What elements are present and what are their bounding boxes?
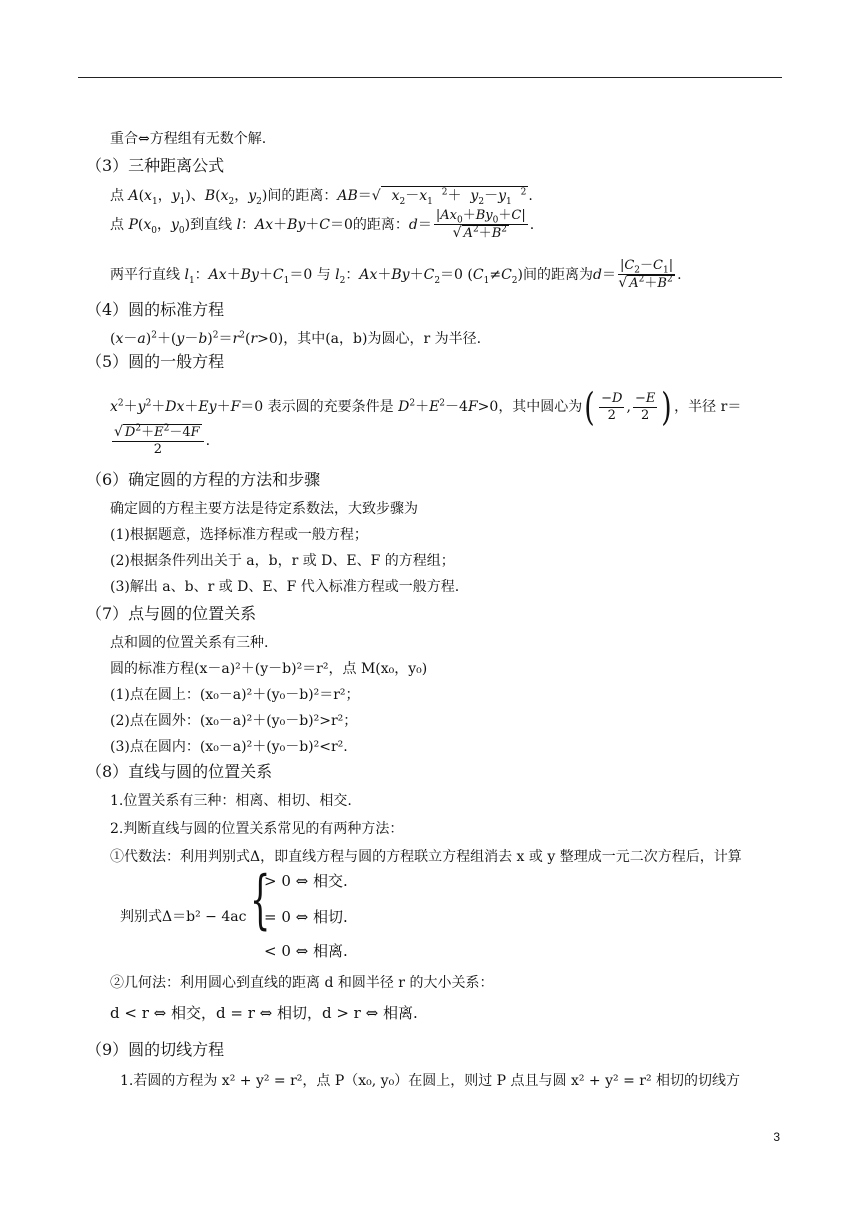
discriminant-label: 判别式Δ＝b² − 4ac (120, 909, 247, 925)
text: 表示圆的充要条件是 (267, 399, 394, 415)
s6-line: (3)解出 a、b、r 或 D、E、F 代入标准方程或一般方程. (110, 579, 460, 595)
std-equation: $(x-a)^2+(y-b)^2=r^2(r>0)$，其中(a，b)为圆心，r 为半径. (110, 330, 482, 347)
page-number: 3 (773, 1130, 780, 1144)
heading-6: （6）确定圆的方程的方法和步骤 (86, 470, 321, 489)
s8-line: ①代数法：利用判别式Δ，即直线方程与圆的方程联立方程组消去 x 或 y 整理成一元二次方程后，计算 (110, 849, 742, 865)
text: ，其中圆心为 (498, 399, 583, 415)
text: 点 (110, 217, 124, 233)
s8-relations: d < r ⇔ 相交，d = r ⇔ 相切，d > r ⇔ 相离. (110, 1004, 418, 1022)
text: 与 (316, 267, 331, 283)
disc-case: = 0 ⇔ 相切. (264, 908, 348, 926)
s7-line: 圆的标准方程(x－a)²＋(y－b)²＝r²，点 M(x₀，y₀) (110, 661, 428, 677)
s7-line: 点和圆的位置关系有三种. (110, 635, 269, 651)
fraction: $\frac{-D}{2}$ (601, 390, 623, 423)
text: 的距离： (352, 217, 409, 233)
heading-4: （4）圆的标准方程 (86, 300, 225, 319)
radius-formula: $\frac{√ D^2+E^2-4F}{2}$ . (114, 423, 211, 457)
s7-line: (2)点在圆外：(x₀－a)²＋(y₀－b)²>r²； (110, 713, 358, 729)
s6-line: (1)根据题意，选择标准方程或一般方程； (110, 527, 368, 543)
text: 间的距离为 (522, 267, 593, 283)
heading-8: （8）直线与圆的位置关系 (86, 762, 273, 781)
s7-line: (3)点在圆内：(x₀－a)²＋(y₀－b)²<r². (110, 739, 348, 755)
dist-points: 点 $A(x_1$，$y_1$)、$B(x_2$，$y_2$)间的距离：AB＝√ $x_2-x_1$ $^2+ y_2-y_1$ $^2$ . (110, 187, 533, 207)
fraction: $\frac{|Ax_0+By_0+C|}{√ A^2+B^2}$ (435, 208, 526, 241)
heading-5: （5）圆的一般方程 (86, 352, 225, 371)
line-coincide: 重合⇔方程组有无数个解. (110, 131, 267, 147)
text: 点 (110, 188, 124, 204)
s8-line: ②几何法：利用圆心到直线的距离 d 和圆半径 r 的大小关系： (110, 975, 494, 991)
text: 间的距离： (267, 188, 338, 204)
text: ，半径 r＝ (674, 399, 742, 415)
general-equation: $x^2+y^2+Dx+Ey+F=0$ 表示圆的充要条件是 $D^2+E^2-4F>0$，其中圆心为( $\frac{-D}{2}$ , $\frac{-E}{2}$ ) ，半径 r＝ (110, 385, 742, 429)
s6-line: (2)根据条件列出关于 a，b，r 或 D、E、F 的方程组； (110, 553, 455, 569)
s8-line: 1.位置关系有三种：相离、相切、相交. (110, 793, 352, 809)
dist-point-line: 点 $P(x_0$，$y_0$)到直线 l：Ax＋By＋C＝0的距离：d＝ $\frac{|Ax_0+By_0+C|}{√ A^2+B^2}$ . (110, 208, 535, 241)
left-brace: { (250, 863, 271, 937)
dist-parallel: 两平行直线 $l_1$：$Ax+By+C_1=0$ 与 $l_2$：$Ax+By+C_2=0$ $(C_1\ne C_2)$间的距离为d＝ $\frac{|C_2-C_1|}{√ A^2+B^2}$ . (110, 258, 682, 291)
disc-case: > 0 ⇔ 相交. (264, 872, 348, 890)
heading-3: （3）三种距离公式 (86, 156, 225, 175)
s7-line: (1)点在圆上：(x₀－a)²＋(y₀－b)²＝r²； (110, 687, 360, 703)
header-rule (78, 77, 782, 78)
s6-line: 确定圆的方程主要方法是待定系数法，大致步骤为 (110, 501, 418, 517)
text: 两平行直线 (110, 267, 180, 283)
heading-7: （7）点与圆的位置关系 (86, 604, 257, 623)
fraction: $\frac{√ D^2+E^2-4F}{2}$ (112, 424, 204, 458)
s9-line: 1.若圆的方程为 x² + y² = r²，点 P（x₀, y₀）在圆上，则过 P 点且与圆 x² + y² = r² 相切的切线方 (120, 1073, 741, 1089)
text: ，其中(a，b)为圆心，r 为半径. (283, 331, 482, 347)
fraction: $\frac{-E}{2}$ (634, 390, 656, 423)
text: 到直线 (190, 217, 233, 233)
s8-line: 2.判断直线与圆的位置关系常见的有两种方法： (110, 821, 404, 837)
heading-9: （9）圆的切线方程 (86, 1040, 225, 1059)
fraction: $\frac{|C_2-C_1|}{√ A^2+B^2}$ (618, 258, 674, 291)
disc-case: < 0 ⇔ 相离. (264, 942, 348, 960)
